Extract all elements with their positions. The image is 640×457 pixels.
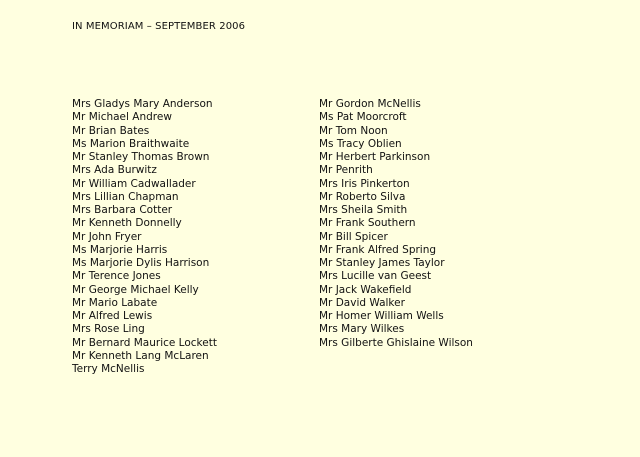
memorial-name: Mr Michael Andrew [72,111,172,124]
memorial-name: Mrs Lillian Chapman [72,190,179,203]
memorial-name: Mr Jack Wakefield [319,283,412,296]
memorial-name: Mr Stanley James Taylor [319,257,445,269]
memorial-name: Mr Homer William Wells [319,310,444,322]
memorial-name: Mr John Fryer [72,230,142,243]
memorial-name: Ms Pat Moorcroft [319,111,407,124]
memorial-name: Mr Mario Labate [72,296,158,309]
memorial-name: Mr Frank Alfred Spring [319,243,437,256]
memorial-name: Mr Herbert Parkinson [319,151,431,163]
memorial-name: Mrs Rose Ling [72,323,145,336]
memorial-name: Terry McNellis [72,363,145,375]
memorial-name: Mrs Mary Wilkes [319,323,405,336]
memorial-name: Mr Penrith [319,164,373,177]
memorial-name: Ms Marion Braithwaite [72,137,190,150]
memorial-name: Mr Stanley Thomas Brown [72,151,210,163]
memorial-name: Mr Kenneth Donnelly [72,217,182,230]
memorial-name: Mr Alfred Lewis [72,310,153,322]
memorial-name: Mr Bernard Maurice Lockett [72,336,217,349]
memorial-name: Mr David Walker [319,296,405,309]
page-heading: IN MEMORIAM – SEPTEMBER 2006 [72,21,246,32]
memorial-name: Mrs Barbara Cotter [72,204,173,216]
memorial-name: Mr George Michael Kelly [72,283,199,296]
memorial-name: Mr Roberto Silva [319,190,406,203]
memorial-name: Mrs Sheila Smith [319,204,408,216]
memorial-name: Ms Tracy Oblien [319,137,402,150]
memorial-name: Mr Frank Southern [319,217,416,230]
memorial-name: Mr Gordon McNellis [319,98,421,110]
memorial-name: Mr Terence Jones [72,270,161,283]
names-column-right [319,98,473,350]
memorial-name: Mr Brian Bates [72,124,150,137]
memorial-name: Mrs Gladys Mary Anderson [72,98,213,110]
memorial-name: Ms Marjorie Dylis Harrison [72,257,210,269]
names-column-left [72,98,217,376]
memorial-name: Mrs Lucille van Geest [319,270,432,283]
memorial-name: Mr William Cadwallader [72,177,196,190]
memorial-name: Ms Marjorie Harris [72,243,168,256]
memorial-name: Mrs Ada Burwitz [72,164,157,177]
memorial-name: Mr Tom Noon [319,124,388,137]
memorial-name: Mr Bill Spicer [319,230,388,243]
memorial-name: Mrs Iris Pinkerton [319,177,410,190]
memorial-name: Mrs Gilberte Ghislaine Wilson [319,336,473,349]
memorial-name: Mr Kenneth Lang McLaren [72,349,209,362]
